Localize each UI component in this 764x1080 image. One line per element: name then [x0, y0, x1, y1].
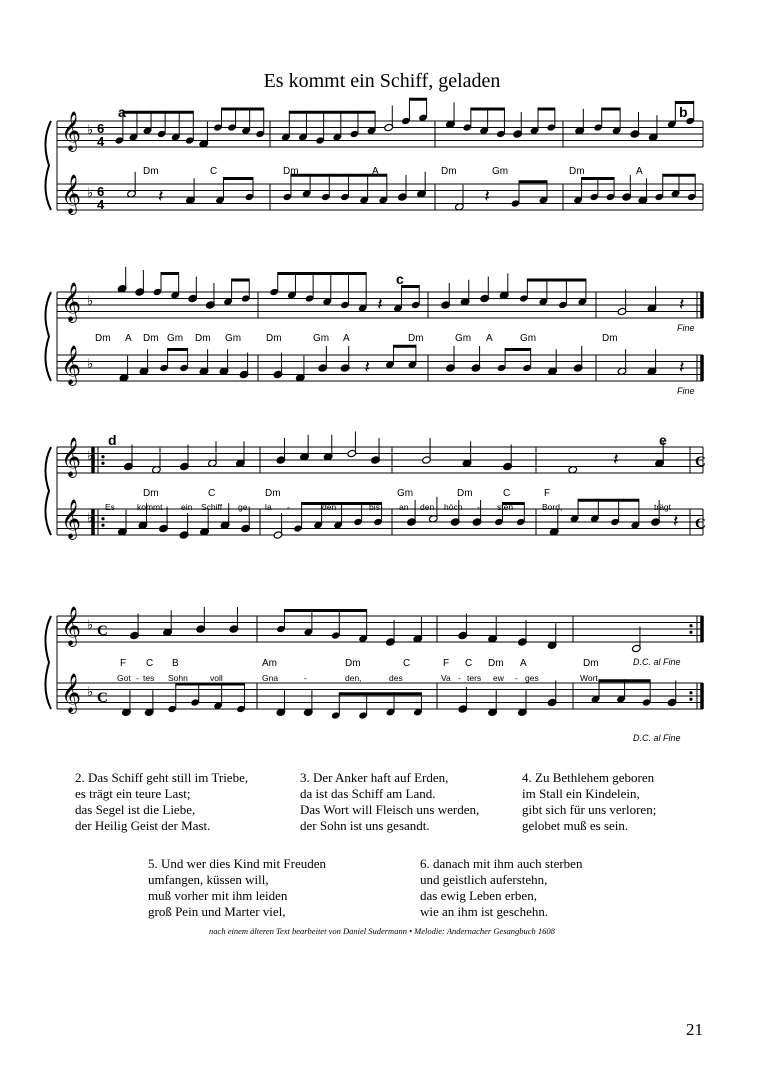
quarter-rest-icon: 𝄽	[158, 186, 164, 207]
chord-symbol: Gm	[455, 333, 472, 344]
verse-line: das ewig Leben erben,	[420, 888, 537, 903]
chord-symbol: Gm	[397, 488, 414, 499]
chord-symbol: C	[503, 488, 511, 499]
beam	[402, 285, 420, 288]
beam	[527, 279, 586, 282]
lyric-syllable: Es	[105, 502, 115, 512]
beam	[285, 609, 367, 612]
chord-symbol: Gm	[313, 333, 330, 344]
fine-marking: Fine	[677, 323, 695, 333]
beam	[394, 345, 416, 348]
lyric-syllable: Bord,	[542, 502, 563, 512]
beam	[224, 177, 253, 180]
repeat-dot	[689, 631, 692, 634]
treble-clef-icon: 𝄞	[61, 282, 82, 322]
lyric-syllable: kommt	[137, 502, 163, 512]
beam	[168, 348, 188, 351]
rehearsal-mark-c: c	[396, 271, 404, 287]
verse-line: 5. Und wer dies Kind mit Freuden	[148, 856, 327, 871]
verse-line: gibt sich für uns verloren;	[522, 802, 657, 817]
beam	[582, 177, 614, 180]
quarter-rest-icon: 𝄽	[377, 294, 383, 315]
lyric-syllable: ge	[238, 502, 248, 512]
verse-line: gelobet muß es sein.	[522, 818, 629, 833]
quarter-rest-icon: 𝄽	[679, 357, 685, 378]
lyric-syllable: Gna	[262, 673, 279, 683]
common-time-icon: C	[695, 454, 706, 470]
chord-symbol: Dm	[602, 333, 618, 344]
beam	[123, 111, 193, 114]
chord-symbol: Dm	[265, 488, 281, 499]
chord-symbol: C	[146, 658, 154, 669]
beam	[221, 108, 263, 111]
flat-key-signature-icon: ♭	[87, 449, 94, 464]
chord-symbol: F	[544, 488, 551, 499]
lyric-syllable: Va	[441, 673, 451, 683]
chord-symbol: C	[465, 658, 473, 669]
verse-line: 4. Zu Bethlehem geboren	[522, 770, 655, 785]
treble-clef-icon: 𝄞	[61, 606, 82, 646]
chord-symbol: Dm	[95, 333, 111, 344]
beam	[538, 108, 555, 111]
repeat-dot	[101, 455, 104, 458]
common-time-icon: C	[695, 516, 706, 532]
treble-clef-icon: 𝄞	[61, 111, 82, 151]
verse-line: es trägt ein teure Last;	[75, 786, 191, 801]
verse-4	[522, 770, 656, 834]
quarter-rest-icon: 𝄽	[679, 294, 685, 315]
time-signature-bottom: 4	[97, 197, 105, 212]
flat-key-signature-icon: ♭	[87, 685, 94, 700]
chord-symbol: A	[125, 333, 132, 344]
chord-symbol: Dm	[408, 333, 424, 344]
chord-symbol: Gm	[225, 333, 242, 344]
verse-line: der Sohn ist uns gesandt.	[300, 818, 430, 833]
verse-line: 6. danach mit ihm auch sterben	[420, 856, 583, 871]
lyric-syllable: Got	[117, 673, 131, 683]
verse-line: da ist das Schiff am Land.	[300, 786, 436, 801]
lyric-syllable: den	[420, 502, 435, 512]
beam	[278, 272, 366, 275]
beam	[505, 348, 531, 351]
verse-line: das Segel ist die Liebe,	[75, 802, 196, 817]
flat-key-signature-icon: ♭	[87, 186, 94, 201]
treble-clef-icon: 𝄞	[61, 345, 82, 385]
beam	[289, 111, 375, 114]
repeat-dot	[101, 517, 104, 520]
chord-symbol: Dm	[441, 166, 457, 177]
chord-symbol: Dm	[195, 333, 211, 344]
lyric-syllable: voll	[210, 673, 223, 683]
repeat-dot	[689, 691, 692, 694]
verse-line: 3. Der Anker haft auf Erden,	[300, 770, 449, 785]
fine-marking: Fine	[677, 386, 695, 396]
common-time-icon: C	[97, 690, 108, 706]
verse-3	[300, 770, 479, 834]
chord-symbol: Dm	[569, 166, 585, 177]
lyric-syllable: la	[265, 502, 272, 512]
lyric-syllable: tes	[143, 673, 155, 683]
lyric-syllable: trägt	[654, 502, 672, 512]
beam	[232, 279, 250, 282]
beam	[471, 108, 505, 111]
chord-symbol: Dm	[266, 333, 282, 344]
verse-line: wie an ihm ist geschehn.	[420, 904, 549, 919]
lyric-syllable: sten	[497, 502, 514, 512]
treble-clef-icon: 𝄞	[61, 499, 82, 539]
dc-al-fine-marking: D.C. al Fine	[633, 733, 681, 743]
lyric-syllable: ters	[467, 673, 482, 683]
flat-key-signature-icon: ♭	[87, 123, 94, 138]
lyric-syllable: an	[399, 502, 409, 512]
lyric-syllable: bis	[369, 502, 380, 512]
chord-symbol: A	[486, 333, 493, 344]
brace	[45, 121, 51, 210]
quarter-rest-icon: 𝄽	[484, 186, 490, 207]
beam	[602, 108, 620, 111]
lyric-syllable: den,	[345, 673, 362, 683]
chord-symbol: A	[343, 333, 350, 344]
chord-symbol: F	[120, 658, 127, 669]
page-number: 21	[686, 1020, 703, 1039]
verse-line: 2. Das Schiff geht still im Triebe,	[75, 770, 249, 785]
treble-clef-icon: 𝄞	[61, 174, 82, 214]
verse-6	[420, 856, 582, 920]
chord-symbol: C	[208, 488, 216, 499]
verse-line: der Heilig Geist der Mast.	[75, 818, 211, 833]
chord-symbol: Dm	[143, 488, 159, 499]
lyric-syllable: -	[458, 673, 461, 683]
time-signature-top: 6	[97, 121, 105, 136]
verse-5	[148, 856, 326, 920]
quarter-rest-icon: 𝄽	[672, 511, 679, 532]
lyric-syllable: ein	[181, 502, 193, 512]
chord-symbol: Am	[262, 658, 277, 669]
verse-line: muß vorher mit ihm leiden	[148, 888, 288, 903]
rehearsal-mark-e: e	[659, 432, 667, 448]
common-time-icon: C	[97, 623, 108, 639]
verse-line: groß Pein und Marter viel,	[148, 904, 286, 919]
lyric-syllable: -	[477, 502, 480, 512]
repeat-dot	[689, 624, 692, 627]
dc-al-fine-marking: D.C. al Fine	[633, 657, 681, 667]
beam	[599, 679, 650, 682]
beam	[339, 692, 421, 695]
quarter-rest-icon: 𝄽	[364, 357, 371, 378]
flat-key-signature-icon: ♭	[87, 618, 94, 633]
beam	[578, 499, 639, 502]
chord-symbol: A	[636, 166, 643, 177]
lyric-syllable: -	[136, 673, 139, 683]
rehearsal-mark-b: b	[679, 104, 688, 120]
lyric-syllable: den	[322, 502, 337, 512]
verse-line: Das Wort will Fleisch uns werden,	[300, 802, 480, 817]
verse-line: umfangen, küssen will,	[148, 872, 269, 887]
chord-symbol: A	[372, 166, 379, 177]
chord-symbol: Dm	[143, 166, 159, 177]
flat-key-signature-icon: ♭	[87, 294, 94, 309]
verse-line: und geistlich auferstehn,	[420, 872, 548, 887]
rehearsal-mark-a: a	[118, 104, 126, 120]
chord-symbol: Dm	[488, 658, 504, 669]
chord-symbol: Dm	[345, 658, 361, 669]
lyric-syllable: Wort.	[580, 673, 601, 683]
chord-symbol: B	[172, 658, 179, 669]
verse-2	[75, 770, 248, 834]
brace	[45, 616, 51, 709]
brace	[45, 292, 51, 381]
chord-symbol: F	[443, 658, 450, 669]
chord-symbol: Dm	[457, 488, 473, 499]
lyric-syllable: ges	[525, 673, 539, 683]
time-signature-top: 6	[97, 184, 105, 199]
chord-symbol: Gm	[492, 166, 509, 177]
credit-line: nach einem älteren Text bearbeitet von Daniel Sudermann • Melodie: Andernacher Gesangbuch 1608	[209, 926, 555, 936]
brace	[45, 447, 51, 535]
beam	[519, 180, 547, 183]
chord-symbol: C	[403, 658, 411, 669]
quarter-rest-icon: 𝄽	[613, 449, 619, 470]
lyric-syllable: Sohn	[168, 673, 188, 683]
chord-symbol: C	[210, 166, 218, 177]
lyric-syllable: -	[515, 673, 518, 683]
repeat-dot	[101, 462, 104, 465]
lyric-syllable: ew	[493, 673, 504, 683]
chord-symbol: Gm	[167, 333, 184, 344]
treble-clef-icon: 𝄞	[61, 673, 82, 713]
song-title: Es kommt ein Schiff, geladen	[263, 70, 501, 92]
repeat-dot	[689, 698, 692, 701]
time-signature-bottom: 4	[97, 134, 105, 149]
chord-symbol: Dm	[283, 166, 299, 177]
chord-symbol: Dm	[583, 658, 599, 669]
lyric-syllable: -	[304, 673, 307, 683]
lyric-syllable: des	[389, 673, 403, 683]
repeat-dot	[101, 524, 104, 527]
rehearsal-mark-d: d	[108, 432, 117, 448]
beam	[409, 98, 426, 101]
flat-key-signature-icon: ♭	[87, 357, 94, 372]
flat-key-signature-icon: ♭	[87, 511, 94, 526]
lyric-syllable: höch	[444, 502, 463, 512]
chord-symbol: A	[520, 658, 527, 669]
chord-symbol: Dm	[143, 333, 159, 344]
lyric-syllable: -	[287, 502, 290, 512]
verse-line: im Stall ein Kindelein,	[522, 786, 640, 801]
treble-clef-icon: 𝄞	[61, 437, 82, 477]
beam	[161, 272, 179, 275]
lyric-syllable: Schiff	[201, 502, 223, 512]
beam	[663, 174, 695, 177]
chord-symbol: Gm	[520, 333, 537, 344]
